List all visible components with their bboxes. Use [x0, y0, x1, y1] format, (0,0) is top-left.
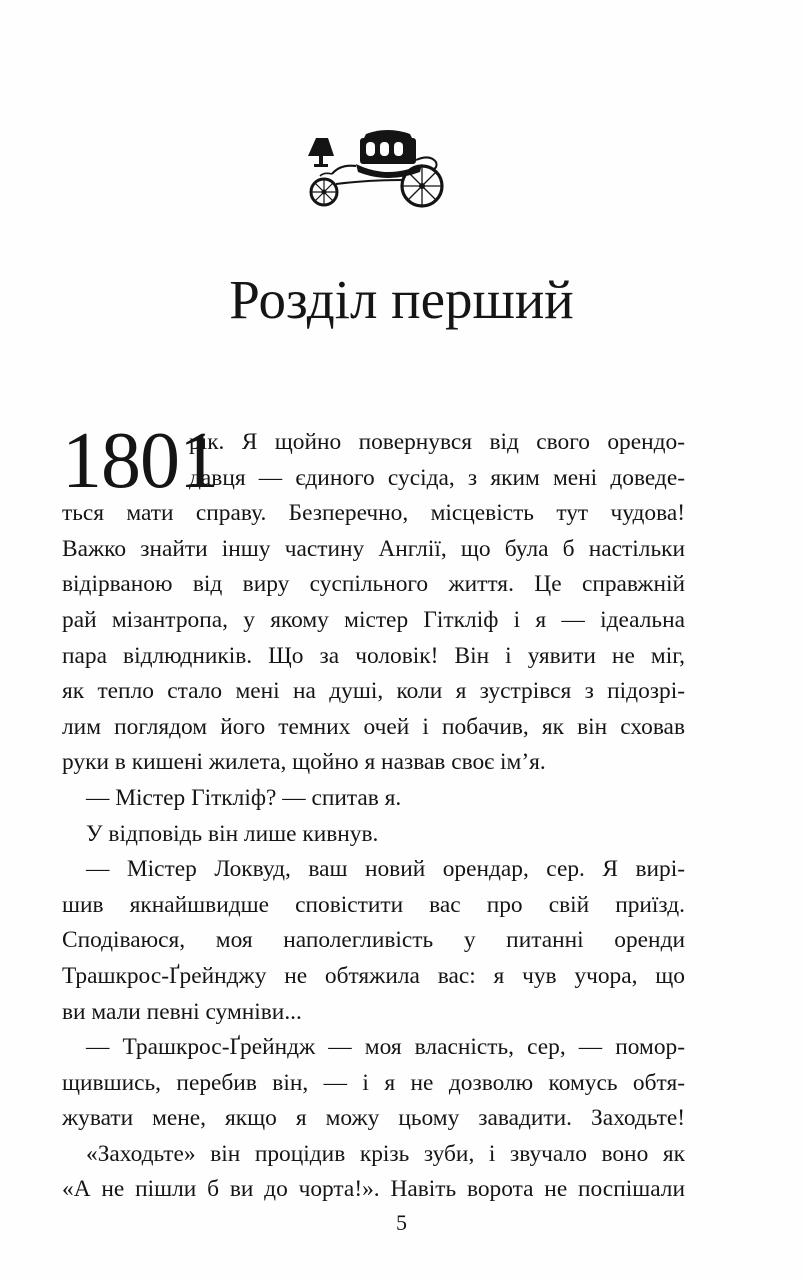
first-paragraph-start: [62, 417, 685, 505]
front-wheel: [311, 179, 337, 205]
text-line: — Трашкрос-Ґрейндж — моя власність, сер, — помор-: [86, 1034, 685, 1061]
drop-cap-year: 1801: [62, 417, 218, 505]
carriage-body: [320, 130, 437, 178]
text-line: як тепло стало мені на душі, коли я зустрівся з підозрі-: [62, 678, 685, 705]
text-line: «Заходьте» він процідив крізь зуби, і звучало воно як: [86, 1140, 685, 1167]
text-line: рік. Я щойно повернувся від свого орендо-: [189, 429, 685, 455]
text-line: «А не пішли б ви до чорта!». Навіть ворота не поспішали: [62, 1176, 685, 1203]
text-line: давця — єдиного сусіда, з яким мені доведе-: [189, 464, 685, 491]
text-line: жувати мене, якщо я можу цьому завадити. Заходьте!: [62, 1105, 685, 1132]
text-line: лим поглядом його темних очей і побачив, як він сховав: [62, 713, 685, 740]
text-line: — Містер Локвуд, ваш новий орендар, сер. Я вирі-: [86, 856, 685, 883]
chapter-text: [62, 417, 685, 1208]
carriage-icon: [296, 124, 446, 212]
text-line: шив якнайшвидше сповістити вас про свій приїзд.: [62, 891, 685, 918]
text-line: пара відлюдників. Що за чоловік! Він і уявити не міг,: [62, 642, 685, 669]
text-line: Трашкрос-Ґрейнджу не обтяжила вас: я чув учора, що: [62, 962, 685, 989]
chapter-title: Розділ перший: [229, 269, 574, 330]
text-line: рай мізантропа, у якому містер Гіткліф і я — ідеальна: [62, 606, 685, 633]
text-line: ться мати справу. Безперечно, місцевість тут чудова!: [62, 500, 685, 527]
text-line: відірваною від виру суспільного життя. Це справжній: [62, 571, 685, 598]
lamp-icon: [308, 138, 334, 167]
page-number: 5: [396, 1210, 407, 1235]
text-line: руки в кишені жилета, щойно я назвав своє ім’я.: [62, 749, 546, 776]
text-line: щившись, перебив він, — і я не дозволю комусь обтя-: [62, 1069, 685, 1096]
text-line: — Містер Гіткліф? — спитав я.: [86, 784, 402, 811]
rear-wheel: [402, 166, 442, 206]
text-line: ви мали певні сумніви...: [62, 998, 302, 1025]
text-line: У відповідь він лише кивнув.: [86, 820, 379, 847]
text-line: Важко знайти іншу частину Англії, що була б настільки: [62, 535, 685, 562]
text-line: Сподіваюся, моя наполегливість у питанні оренди: [62, 927, 685, 954]
